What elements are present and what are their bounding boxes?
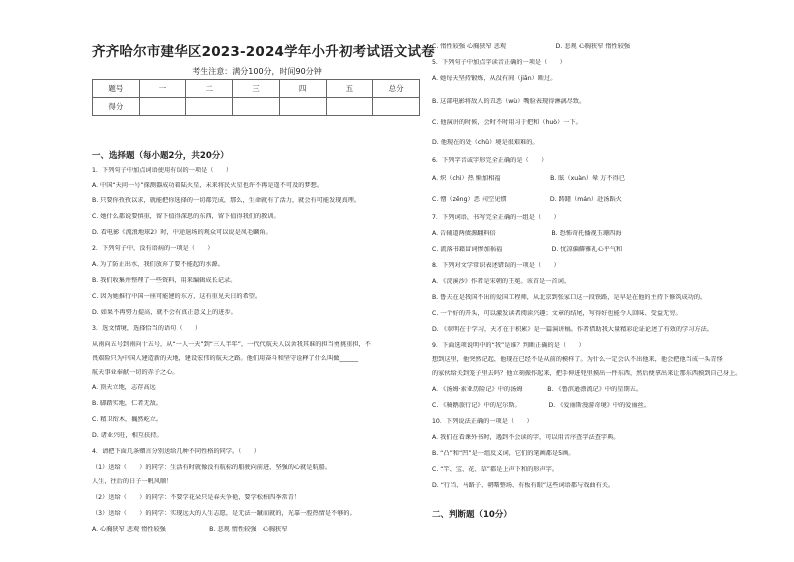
fill-blank: ______ [339, 355, 359, 362]
question-line: 6．下列字音或字形完全正确的是（ ） [432, 157, 548, 164]
option-line: D. “行当、马路子、朝曙整场、有板有眼”这些词语都与戏曲有关。 [432, 482, 615, 489]
question-line: B. 我们收集并整理了一些资料，用来编辑成长记录。 [92, 277, 237, 284]
option-line: A. 她每天坚持锻炼，从没有间（jiān）断过。 [432, 75, 557, 82]
passage-line [92, 355, 422, 363]
question-line: A. 为了防止出水，我们放弃了要不能起的水源。 [92, 261, 224, 268]
exam-title: 齐齐哈尔市建华区2023-2024学年小升初考试语文试卷 [92, 44, 435, 60]
score-cell [279, 98, 326, 116]
question-line: 10．下列说法正确的一项是（ ） [432, 418, 533, 425]
question-line: （1）送给（ ）的同学：生活有时就像没有航标的船驶向前进，坚强的心就是航船。 [92, 464, 332, 471]
score-row-label: 得分 [93, 98, 140, 116]
option-line: C. 精卫衔木，巍然屹立。 [92, 416, 163, 423]
option-line: B. “凸”和“凹”是一组反义词，它们的笔画都是5画。 [432, 450, 575, 457]
score-cell [326, 98, 373, 116]
score-cell [139, 98, 186, 116]
question-line: 3．选文情境，选择恰当的语句（ ） [92, 325, 202, 332]
option-line: D. 诸业兴旺，相互扶持。 [92, 432, 163, 439]
question-line: C. 因为她推行中国一座可能建的东方，这有重见天日的希望。 [92, 293, 262, 300]
option-line: C. 他演讲的时候，会时不时用习于把和（huò）一下。 [432, 119, 582, 126]
question-line: 人生，往后的日子一帆风顺！ [92, 478, 173, 485]
option-line: B. 脚踏实地，仁者无敌。 [92, 400, 163, 407]
passage-line: 从南向五号到南向十五号，从“一人一天”到“三人半年”，一代代航天人以舍我其谁的担当勇挑重担，不 [92, 341, 371, 348]
question-line: C. 她什么都说要慎重，留下值得深思的东西，留下值得我们的教训。 [92, 213, 280, 220]
option-line: D. 《翠明在于学习，天才在于积累》是一篇演讲稿。作者借助我大量精彩论证论述了有效的学习方法。 [432, 326, 713, 333]
question-line: 9．下面选项说明中的“我”是谁？判断正确的是（ ） [432, 342, 585, 349]
question-line: 5．下列句子中加点字读音正确的一项是（ ） [432, 59, 566, 66]
section-heading-choice: 一、选择题（每小题2分，共20分） [92, 151, 229, 161]
score-cell [186, 98, 233, 116]
option-line: B. 这部电影将敌人的丑恶（wù）嘴脸表现得淋漓尽致。 [432, 98, 586, 105]
score-cell [373, 98, 420, 116]
option-line: A. 心胸狭窄 悲观 惰性较强 B. 悲观 惰性较强 心胸狭窄 [92, 526, 288, 533]
option-line: A. 《浣溪沙》作者是宋朝的王冕。该首是一首词。 [432, 278, 570, 285]
option-line: C. 惰性较强 心胸狭窄 悲观 D. 悲观 心胸狭窄 惰性较强 [432, 43, 631, 50]
exam-notice: 考生注意：满分100分，时间90分钟 [192, 67, 322, 76]
question-line: A. 中国“天问一号”探测器成功着陆火星，未来将民火星也许不再是遥不可及的梦想。 [92, 182, 324, 189]
option-line: C. “竿、宝、花、草”都是上声下和的形声字。 [432, 466, 559, 473]
question-line: （2）送给（ ）的同学：不要学花朵只是春天争艳，要学松柏四季常青！ [92, 494, 301, 501]
question-line: （3）送给（ ）的同学：实现远大的人生志愿，是无法一蹴而就的，光靠一腔热情是不够的。 [92, 510, 356, 517]
score-table-header: 三 [233, 80, 280, 98]
score-table-header: 总分 [373, 80, 420, 98]
score-table-header-row [93, 80, 420, 98]
question-line: D. 看电影《流浪地球2》时，中途退场的观众可以说是凤毛麟角。 [92, 229, 272, 236]
option-line: C. 一个好的开头，可以激发读者阅读兴趣；文章的结尾，写得好也能令人回味、受益无穷。 [432, 310, 682, 317]
score-table-header: 五 [326, 80, 373, 98]
score-table-score-row [93, 98, 420, 116]
question-line: B. 只要你孜孜以求，就能把你选择的一切都完成，那么，生命就有了活力，就会有可能发现真理。 [92, 197, 361, 204]
option-line: B. 鲁夫在是我国不出的爱国工程师，从北京到张家口这一段铁路，是早是在他的主持下修筑成功的。 [432, 294, 707, 301]
question-line: 2．下列句子中，没有语病的一项是（ ） [92, 245, 214, 252]
question-line: 8．下列对文学常识表述错误的一项是（ ） [432, 262, 560, 269]
option-line: A. 告辅道两债源翻料倍 B. 恐怖奇托播视玉珊四海 [432, 230, 622, 237]
score-table [92, 79, 420, 116]
question-line: 1．下列句子中加点词语使用有误的一项是（ ） [92, 167, 233, 174]
option-line: A. 炽（chì）热 惭加相福 B. 眩（xuàn）晕 万不得已 [432, 175, 626, 182]
section-heading-judgement: 二、判断题（10分） [432, 510, 512, 520]
passage-line: 航天事业奉献一切的赤子之心。 [92, 369, 179, 376]
score-table-header: 一 [139, 80, 186, 98]
score-table-header: 四 [279, 80, 326, 98]
option-line: C. 流落书籍冒词惨加祸福 D. 忧凉偏僻雅礼心平气和 [432, 246, 623, 253]
score-cell [233, 98, 280, 116]
question-line: 4．请把下面几条赠言分别送给几种不同性格的同学。（ ） [92, 448, 260, 455]
score-table-header: 题号 [93, 80, 140, 98]
passage-line: 的家伙给关到笼子里去吗？他立刻振作起来，把手伸进兜里摸出一件东西，然后便拿出来让那东西摸到自己身上。 [432, 370, 742, 377]
passage-line-text: 畏艰险只为中国人建造新的天地，建设宏伟的航天之路。他们用奋斗和坚守诠释了什么叫做 [92, 355, 340, 362]
option-line: A. 《汤姆·索亚历险记》中的汤姆 B. 《鲁滨逊漂流记》中的星期五。 [432, 386, 643, 393]
option-line: C. 《骑鹅旅行记》中的尼尔斯。 D. 《爱丽斯漫游奇境》中的爱丽丝。 [432, 402, 651, 409]
question-line: 7．下列词语，书写完全正确的一组是（ ） [432, 214, 560, 221]
option-line: A. 我们在看课外书时，遇到不会读的字，可以用音序查字法查字典。 [432, 434, 620, 441]
question-line: D. 如果不再努力提高，就不会有真正意义上的进步。 [92, 309, 237, 316]
score-table-header: 二 [186, 80, 233, 98]
passage-line: 想到这里，他突然记起，他现在已经不是从前的模样了。为什么一定会认不出他来，他会把他当成一头青怪 [432, 356, 723, 363]
option-line: C. 憎（zēng）恶 司空见惯 D. 踌躇（mán）赴汤蹈火 [432, 196, 622, 203]
option-line: D. 他现在的处（chǔ）境是很艰难的。 [432, 139, 539, 146]
option-line: A. 顶天立地，志存高远 [92, 384, 156, 391]
